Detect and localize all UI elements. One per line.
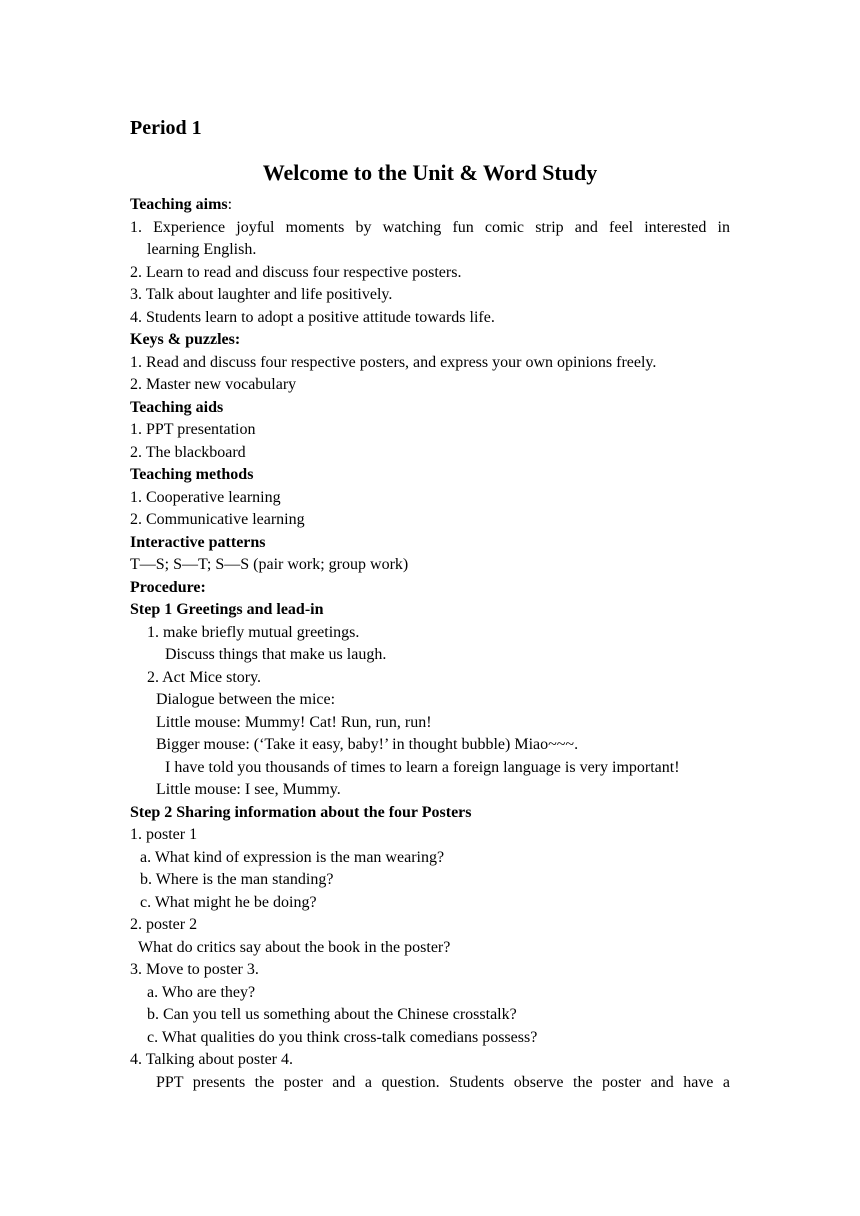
poster4-text: PPT presents the poster and a question. Students observe the poster and have a — [156, 1073, 730, 1091]
poster3-label: 3. Move to poster 3. — [130, 961, 259, 978]
poster3-question: b. Can you tell us something about the Chinese crosstalk? — [147, 1006, 517, 1023]
poster3-question: a. Who are they? — [147, 983, 256, 1001]
step1-line: Dialogue between the mice: — [156, 691, 336, 708]
step1-line: Discuss things that make us laugh. — [165, 646, 387, 663]
step1-line: I have told you thousands of times to learn a foreign language is very important! — [165, 758, 680, 776]
period-heading: Period 1 — [130, 117, 202, 139]
methods-heading: Teaching methods — [130, 466, 254, 483]
procedure-heading: Procedure: — [130, 578, 206, 596]
patterns-heading: Interactive patterns — [130, 533, 266, 551]
teaching-aim-item: 1. Experience joyful moments by watching fun comic strip and feel interested in — [130, 218, 730, 236]
step2-heading: Step 2 Sharing information about the four Posters — [130, 803, 472, 821]
keys-heading: Keys & puzzles: — [130, 331, 241, 348]
step1-line: Little mouse: I see, Mummy. — [156, 781, 341, 798]
poster1-question: c. What might he be doing? — [140, 893, 317, 911]
aids-item: 2. The blackboard — [130, 443, 246, 461]
keys-item: 2. Master new vocabulary — [130, 376, 297, 393]
lesson-plan-body — [130, 194, 730, 1094]
methods-item: 1. Cooperative learning — [130, 488, 281, 506]
document-page — [130, 0, 730, 1216]
step1-line: 2. Act Mice story. — [147, 668, 262, 686]
step1-line: Little mouse: Mummy! Cat! Run, run, run! — [156, 713, 432, 731]
step1-heading: Step 1 Greetings and lead-in — [130, 601, 324, 618]
teaching-aim-item: 4. Students learn to adopt a positive attitude towards life. — [130, 308, 495, 326]
teaching-aims-heading-line — [130, 194, 730, 217]
patterns-text: T—S; S—T; S—S (pair work; group work) — [130, 556, 409, 573]
aids-heading: Teaching aids — [130, 398, 224, 416]
teaching-aim-item-continued: learning English. — [147, 241, 257, 258]
step1-line: Bigger mouse: (‘Take it easy, baby!’ in thought bubble) Miao~~~. — [156, 736, 579, 753]
poster3-question: c. What qualities do you think cross-talk comedians possess? — [147, 1028, 538, 1046]
step1-line: 1. make briefly mutual greetings. — [147, 623, 360, 641]
methods-item: 2. Communicative learning — [130, 511, 305, 528]
page-title: Welcome to the Unit & Word Study — [262, 160, 598, 185]
poster1-label: 1. poster 1 — [130, 826, 198, 843]
teaching-aim-item: 2. Learn to read and discuss four respective posters. — [130, 263, 462, 281]
poster1-question: a. What kind of expression is the man wearing? — [140, 848, 445, 866]
teaching-aim-item: 3. Talk about laughter and life positively. — [130, 286, 393, 303]
poster2-label: 2. poster 2 — [130, 916, 198, 933]
poster2-question: What do critics say about the book in the poster? — [138, 938, 451, 956]
aids-item: 1. PPT presentation — [130, 421, 256, 438]
teaching-aims-heading: Teaching aims — [130, 196, 228, 213]
poster4-label: 4. Talking about poster 4. — [130, 1051, 294, 1068]
keys-item: 1. Read and discuss four respective posters, and express your own opinions freely. — [130, 353, 657, 371]
teaching-aims-colon: : — [227, 196, 233, 213]
poster1-question: b. Where is the man standing? — [140, 871, 334, 888]
